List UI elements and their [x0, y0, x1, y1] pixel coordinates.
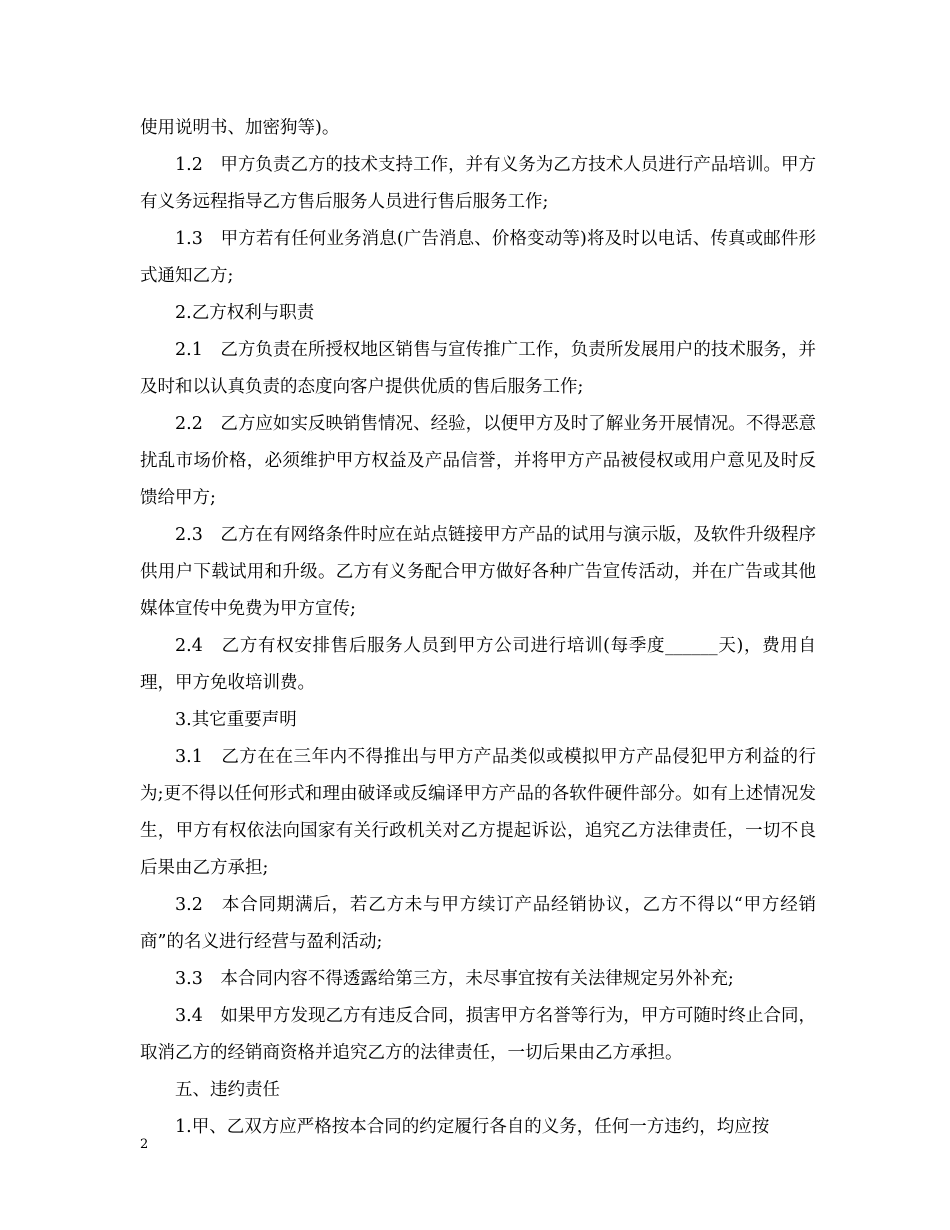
paragraph-1-2: 1.2 甲方负责乙方的技术支持工作，并有义务为乙方技术人员进行产品培训。甲方有义务远程指导乙方售后服务人员进行售后服务工作; [140, 155, 816, 212]
document-body [140, 110, 816, 1146]
page-number: 2 [140, 1137, 149, 1152]
section-heading-3: 3.其它重要声明 [175, 710, 297, 730]
paragraph-2-4: 2.4 乙方有权安排售后服务人员到甲方公司进行培训(每季度______天)，费用自理，甲方免收培训费。 [140, 636, 816, 693]
paragraph-3-2: 3.2 本合同期满后，若乙方未与甲方续订产品经销协议，乙方不得以“甲方经销商”的名义进行经营与盈利活动; [140, 895, 816, 952]
paragraph-3-4: 3.4 如果甲方发现乙方有违反合同，损害甲方名誉等行为，甲方可随时终止合同，取消乙方的经销商资格并追究乙方的法律责任，一切后果由乙方承担。 [140, 1006, 816, 1063]
section-heading-5: 五、违约责任 [175, 1080, 280, 1100]
paragraph-2-3: 2.3 乙方在有网络条件时应在站点链接甲方产品的试用与演示版，及软件升级程序供用户下载试用和升级。乙方有义务配合甲方做好各种广告宣传活动，并在广告或其他媒体宣传中免费为甲方宣传; [140, 525, 816, 619]
paragraph-2-2: 2.2 乙方应如实反映销售情况、经验，以便甲方及时了解业务开展情况。不得恶意扰乱市场价格，必须维护甲方权益及产品信誉，并将甲方产品被侵权或用户意见及时反馈给甲方; [140, 414, 816, 508]
paragraph-5-1: 1.甲、乙双方应严格按本合同的约定履行各自的义务，任何一方违约，均应按 [175, 1117, 770, 1137]
paragraph-3-1: 3.1 乙方在在三年内不得推出与甲方产品类似或模拟甲方产品侵犯甲方利益的行为;更不得以任何形式和理由破译或反编译甲方产品的各软件硬件部分。如有上述情况发生，甲方有权依法向国家有关行政机关对乙方提起诉讼，追究乙方法律责任，一切不良后果由乙方承担; [140, 747, 816, 878]
paragraph-1-3: 1.3 甲方若有任何业务消息(广告消息、价格变动等)将及时以电话、传真或邮件形式通知乙方; [140, 229, 816, 286]
paragraph-3-3: 3.3 本合同内容不得透露给第三方，未尽事宜按有关法律规定另外补充; [175, 969, 734, 989]
section-heading-2: 2.乙方权利与职责 [175, 303, 315, 323]
paragraph-2-1: 2.1 乙方负责在所授权地区销售与宣传推广工作，负责所发展用户的技术服务，并及时和以认真负责的态度向客户提供优质的售后服务工作; [140, 340, 816, 397]
paragraph-1: 使用说明书、加密狗等)。 [140, 118, 340, 138]
